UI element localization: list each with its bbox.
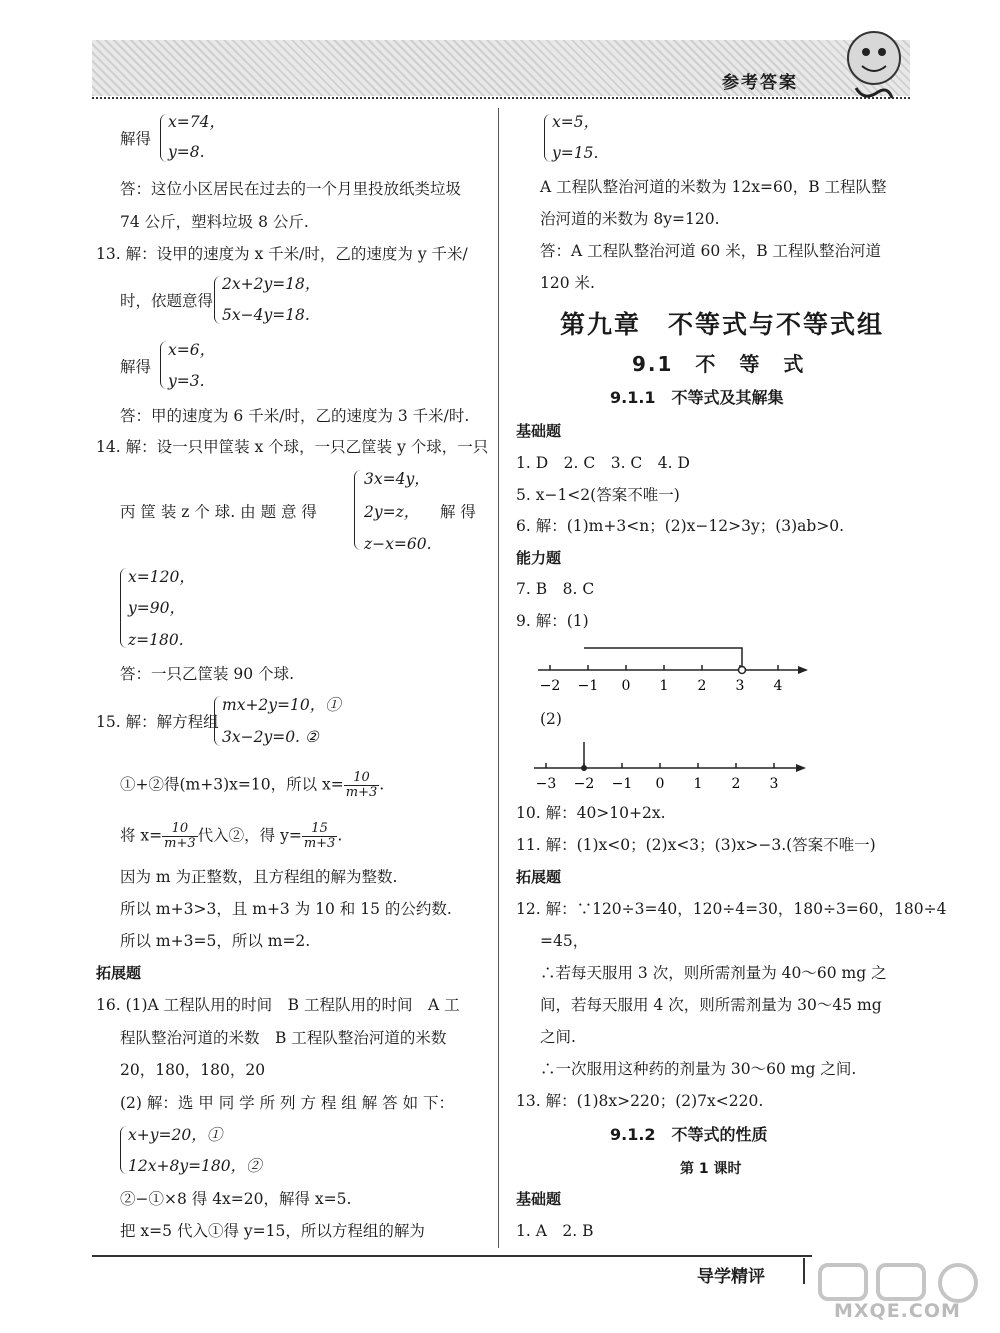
fraction-numerator: 10	[162, 822, 198, 837]
number-line-tick-label: −1	[577, 678, 599, 694]
text-line: 所以 m+3=5，所以 m=2.	[120, 932, 311, 950]
text-line: A 工程队整治河道的米数为 12x=60，B 工程队整	[540, 178, 887, 196]
text-line: 1. D 2. C 3. C 4. D	[516, 454, 690, 472]
section-heading: 能力题	[516, 549, 562, 567]
text-line: 把 x=5 代入①得 y=15，所以方程组的解为	[120, 1222, 425, 1240]
text-line: 9. 解：(1)	[516, 612, 589, 630]
equation: y=90，	[128, 599, 185, 617]
number-line-tick-label: −3	[535, 776, 557, 792]
text-line: 所以 m+3>3，且 m+3 为 10 和 15 的公约数.	[120, 900, 452, 918]
text-line: 答：一只乙筐装 90 个球.	[120, 665, 295, 683]
text-line: 120 米.	[540, 274, 595, 292]
text-line: (2) 解：选 甲 同 学 所 列 方 程 组 解 答 如 下：	[120, 1094, 455, 1112]
fraction	[344, 771, 380, 800]
number-line-tick-label: −2	[539, 678, 561, 694]
equation: 5x−4y=18.	[222, 306, 310, 324]
text-line: 解 得	[440, 503, 476, 521]
equation: x=6，	[168, 341, 216, 359]
equation: 12x+8y=180，②	[128, 1157, 262, 1175]
text-line: 治河道的米数为 8y=120.	[540, 210, 720, 228]
subsection-title: 9.1.2 不等式的性质	[610, 1125, 768, 1144]
text-line: ∴若每天服用 3 次，则所需剂量为 40～60 mg 之	[540, 964, 887, 982]
chapter-title: 第九章 不等式与不等式组	[560, 310, 885, 339]
text-line: 11. 解：(1)x<0；(2)x<3；(3)x>−3.(答案不唯一)	[516, 836, 876, 854]
footer-divider	[803, 1258, 805, 1284]
number-line-tick-label: 4	[773, 678, 783, 694]
text-line: 14. 解：设一只甲筐装 x 个球，一只乙筐装 y 个球，一只	[96, 438, 489, 456]
fraction	[302, 822, 338, 851]
text-line: 15. 解：解方程组	[96, 713, 219, 731]
equation: mx+2y=10，①	[222, 696, 341, 714]
column-divider	[498, 108, 499, 1248]
brace	[120, 568, 127, 648]
text-line: 答：这位小区居民在过去的一个月里投放纸类垃圾	[120, 180, 462, 198]
equation: z−x=60.	[364, 535, 432, 553]
text-fragment: ①+②得(m+3)x=10，所以 x=	[120, 775, 344, 794]
text-line: 时，依题意得	[120, 292, 214, 310]
lesson-title: 第 1 课时	[680, 1161, 742, 1177]
equation: x+y=20，①	[128, 1126, 223, 1144]
text-line: 丙 筐 装 z 个 球. 由 题 意 得	[120, 503, 317, 521]
brace	[160, 341, 167, 389]
equation: y=15.	[552, 144, 599, 162]
page-header-title: 参考答案	[722, 73, 798, 93]
number-line-1	[528, 640, 818, 696]
text-fragment: .	[379, 775, 385, 794]
text-line: 13. 解：设甲的速度为 x 千米/时，乙的速度为 y 千米/	[96, 245, 468, 263]
text-line: 74 公斤，塑料垃圾 8 公斤.	[120, 213, 309, 231]
number-line-tick-label: 3	[769, 776, 779, 792]
number-line-2	[528, 738, 818, 794]
text-line: 解得	[120, 358, 152, 376]
header-rule	[92, 97, 910, 99]
brace	[120, 1126, 127, 1174]
text-fragment: 将 x=	[120, 826, 163, 845]
fraction-numerator: 15	[302, 822, 338, 837]
section-heading: 基础题	[516, 1190, 562, 1208]
text-line: 间，若每天服用 4 次，则所需剂量为 30～45 mg	[540, 996, 882, 1014]
text-line: 20，180，180，20	[120, 1061, 266, 1079]
equation: 3x=4y，	[364, 470, 430, 488]
brace	[214, 696, 221, 746]
watermark-text: MXQE.COM	[834, 1300, 961, 1322]
text-line: 程队整治河道的米数 B 工程队整治河道的米数	[120, 1029, 447, 1047]
number-line-tick-label: 0	[655, 776, 665, 792]
number-line-tick-label: 2	[731, 776, 741, 792]
section-heading: 基础题	[516, 422, 562, 440]
footer-rule	[92, 1255, 812, 1257]
text-line: 12. 解：∵120÷3=40，120÷4=30，180÷3=60，180÷4	[516, 900, 947, 918]
number-line-tick-label: −1	[611, 776, 633, 792]
text-line: 10. 解：40>10+2x.	[516, 804, 666, 822]
equation: y=8.	[168, 143, 205, 161]
equation: z=180.	[128, 631, 184, 649]
text-fragment: 代入②，得 y=	[197, 826, 302, 845]
text-line: =45，	[540, 932, 589, 950]
number-line-tick-label: 0	[621, 678, 631, 694]
fraction-numerator: 10	[344, 771, 380, 786]
text-line: (2)	[540, 710, 562, 728]
text-line: 因为 m 为正整数，且方程组的解为整数.	[120, 868, 398, 886]
text-line: 答：A 工程队整治河道 60 米，B 工程队整治河道	[540, 242, 882, 260]
brace	[160, 114, 167, 162]
equation: x=74，	[168, 113, 225, 131]
equation: 2x+2y=18，	[222, 275, 321, 293]
fraction-denominator: m+3	[303, 836, 336, 851]
footer-label: 导学精评	[697, 1267, 765, 1287]
section-heading: 拓展题	[516, 868, 562, 886]
number-line-tick-label: 2	[697, 678, 707, 694]
text-line: ∴一次服用这种药的剂量为 30～60 mg 之间.	[540, 1060, 857, 1078]
number-line-tick-label: −2	[573, 776, 595, 792]
text-line: 7. B 8. C	[516, 580, 595, 598]
text-line	[120, 822, 342, 851]
equation: 2y=z，	[364, 503, 420, 521]
subsection-title: 9.1.1 不等式及其解集	[610, 388, 784, 407]
fraction-denominator: m+3	[164, 836, 196, 851]
text-line: 答：甲的速度为 6 千米/时，乙的速度为 3 千米/时.	[120, 407, 470, 425]
text-line: 6. 解：(1)m+3<n；(2)x−12>3y；(3)ab>0.	[516, 517, 845, 535]
fraction-denominator: m+3	[345, 785, 378, 800]
text-line: 解得	[120, 130, 152, 148]
equation: x=120，	[128, 568, 195, 586]
text-line: 1. A 2. B	[516, 1222, 594, 1240]
text-line: ②−①×8 得 4x=20，解得 x=5.	[120, 1190, 352, 1208]
number-line-tick-label: 3	[735, 678, 745, 694]
text-line: 5. x−1<2(答案不唯一)	[516, 486, 680, 504]
fraction	[162, 822, 198, 851]
equation: x=5，	[552, 113, 600, 131]
number-line-tick-label: 1	[693, 776, 703, 792]
brace	[544, 114, 551, 162]
text-fragment: .	[337, 826, 343, 845]
equation: y=3.	[168, 372, 205, 390]
section-heading: 拓展题	[96, 964, 142, 982]
section-title: 9.1 不 等 式	[632, 352, 806, 376]
equation: 3x−2y=0. ②	[222, 728, 319, 746]
text-line: 之间.	[540, 1028, 576, 1046]
mascot-icon	[834, 22, 914, 110]
text-line: 13. 解：(1)8x>220；(2)7x<220.	[516, 1092, 764, 1110]
brace	[214, 276, 221, 324]
text-line	[120, 771, 384, 800]
brace	[354, 470, 361, 550]
text-line: 16. (1)A 工程队用的时间 B 工程队用的时间 A 工	[96, 996, 460, 1014]
number-line-tick-label: 1	[659, 678, 669, 694]
